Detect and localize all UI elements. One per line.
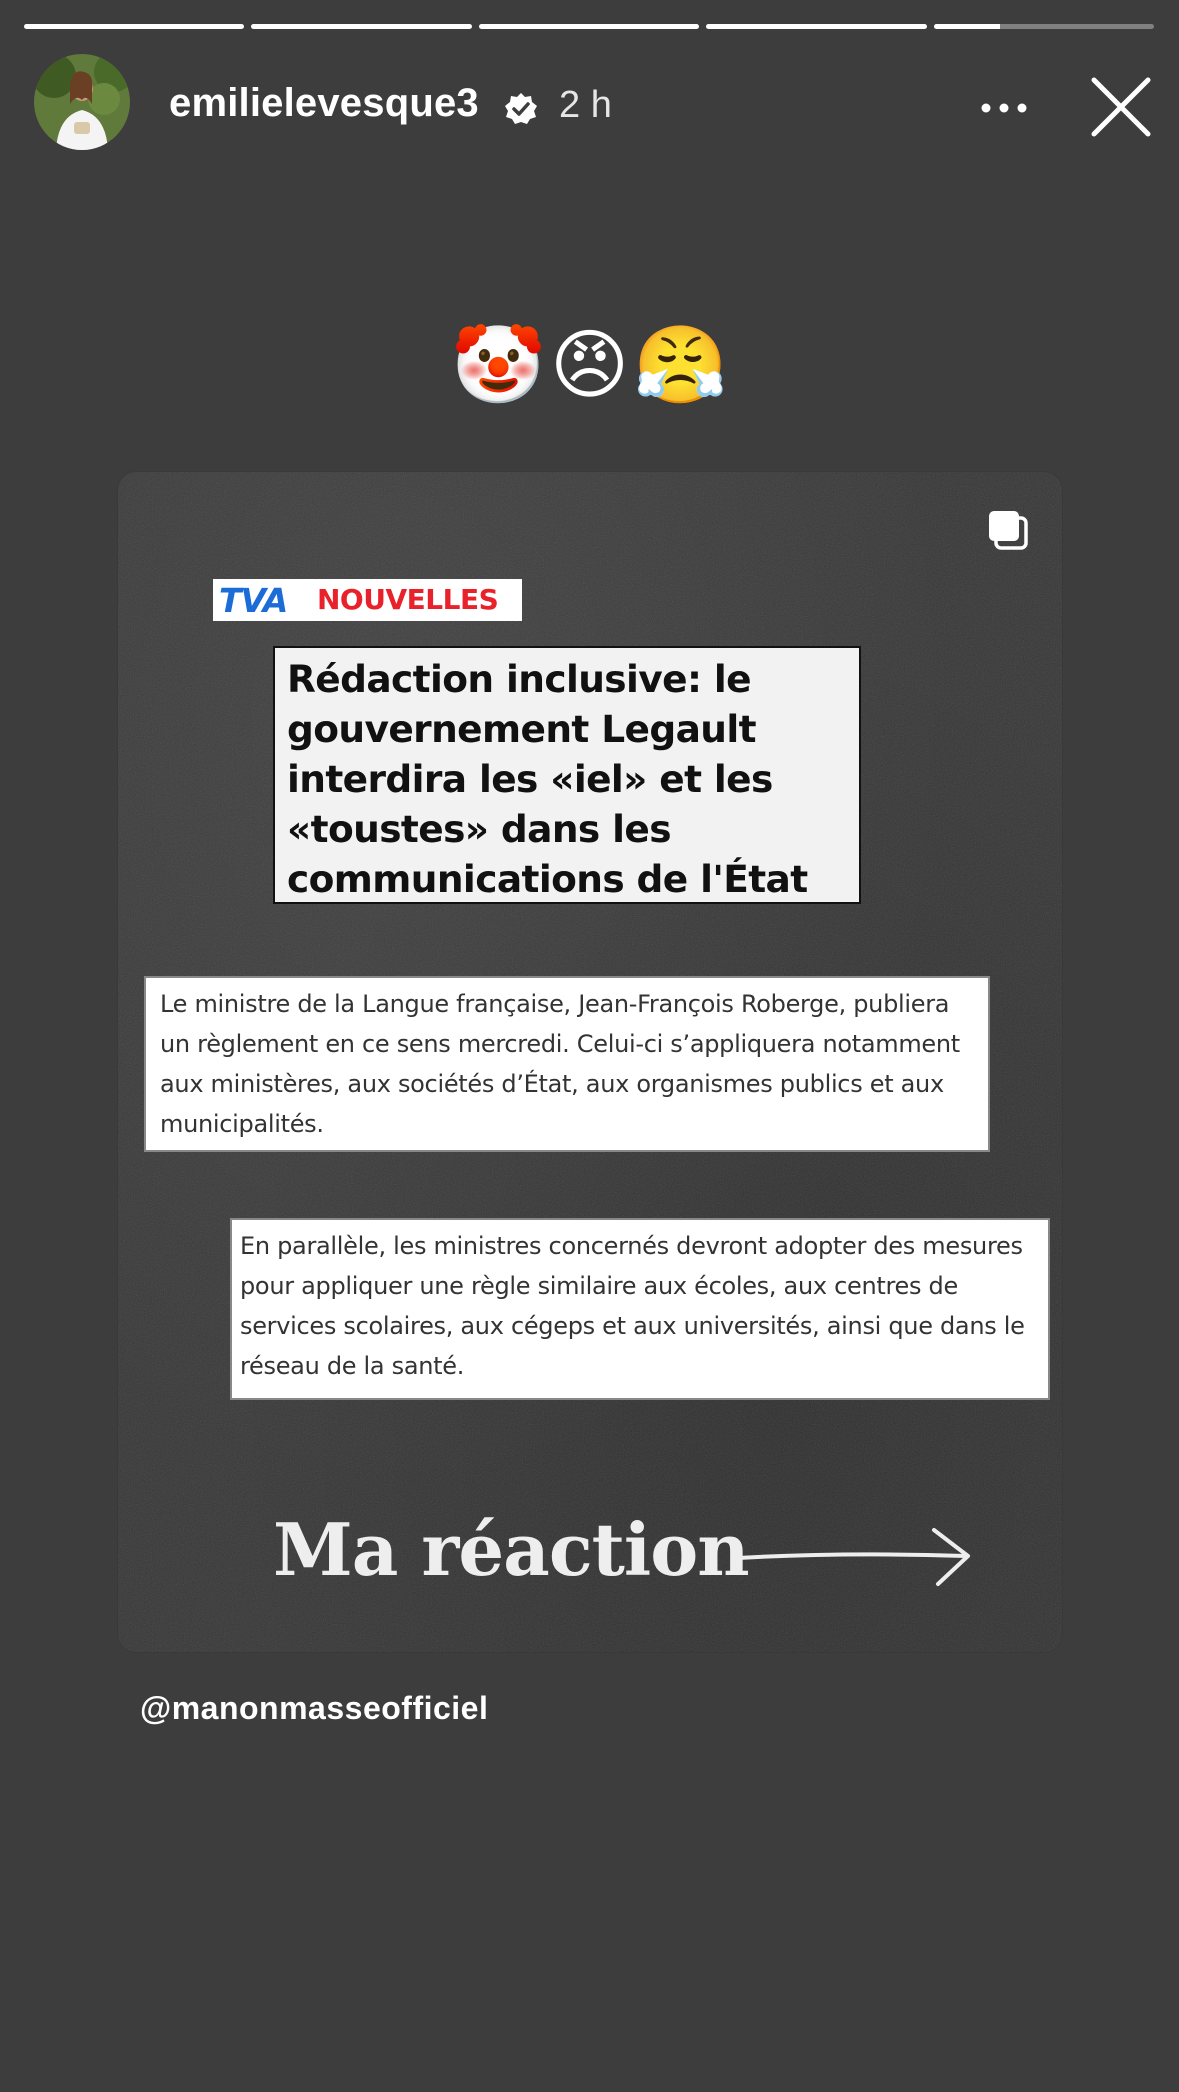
progress-segment bbox=[479, 24, 699, 29]
progress-segment bbox=[706, 24, 926, 29]
story-progress-bar bbox=[24, 24, 1154, 29]
progress-segment-fill bbox=[706, 24, 926, 29]
verified-badge-icon bbox=[504, 92, 538, 126]
multi-post-icon bbox=[984, 506, 1032, 554]
shared-post[interactable] bbox=[118, 472, 1062, 1652]
logo-nouvelles-text: NOUVELLES bbox=[317, 583, 499, 616]
logo-tva-text: TVA bbox=[219, 581, 288, 620]
progress-segment-fill bbox=[251, 24, 471, 29]
reaction-label: Ma réaction bbox=[273, 1507, 749, 1592]
username[interactable]: emilielevesque3 bbox=[169, 81, 479, 125]
avatar[interactable] bbox=[34, 54, 130, 150]
angry-face-emoji: 😠 bbox=[549, 320, 630, 409]
clown-face-emoji: 🤡 bbox=[451, 320, 546, 409]
article-excerpt-1: Le ministre de la Langue française, Jean-François Roberge, publiera un règlement en ce sens mercredi. Celui-ci s’appliquera notamment aux ministères, aux sociétés d’État, aux organismes publics et aux municipalités. bbox=[144, 976, 990, 1152]
progress-segment-fill bbox=[934, 24, 1000, 29]
article-excerpt-2: En parallèle, les ministres concernés devront adopter des mesures pour appliquer une règle similaire aux écoles, aux centres de services scolaires, aux cégeps et aux universités, ainsi que dans le réseau de la santé. bbox=[230, 1218, 1050, 1400]
progress-segment bbox=[24, 24, 244, 29]
post-time: 2 h bbox=[559, 84, 612, 126]
arrow-right-icon bbox=[734, 1522, 974, 1592]
headline: Rédaction inclusive: le gouvernement Legault interdira les «iel» et les «toustes» dans les communications de l'État bbox=[287, 657, 808, 901]
progress-segment-fill bbox=[479, 24, 699, 29]
progress-segment bbox=[251, 24, 471, 29]
progress-segment bbox=[934, 24, 1154, 29]
mention-sticker[interactable]: @manonmasseofficiel bbox=[140, 1690, 489, 1726]
story-header bbox=[34, 54, 1159, 154]
emoji-sticker bbox=[0, 320, 1179, 410]
tva-nouvelles-logo bbox=[213, 579, 522, 621]
close-icon[interactable] bbox=[1086, 72, 1156, 142]
progress-segment-fill bbox=[24, 24, 244, 29]
steam-from-nose-emoji: 😤 bbox=[633, 320, 728, 409]
more-options-icon[interactable] bbox=[974, 90, 1034, 126]
headline-box bbox=[273, 646, 861, 904]
